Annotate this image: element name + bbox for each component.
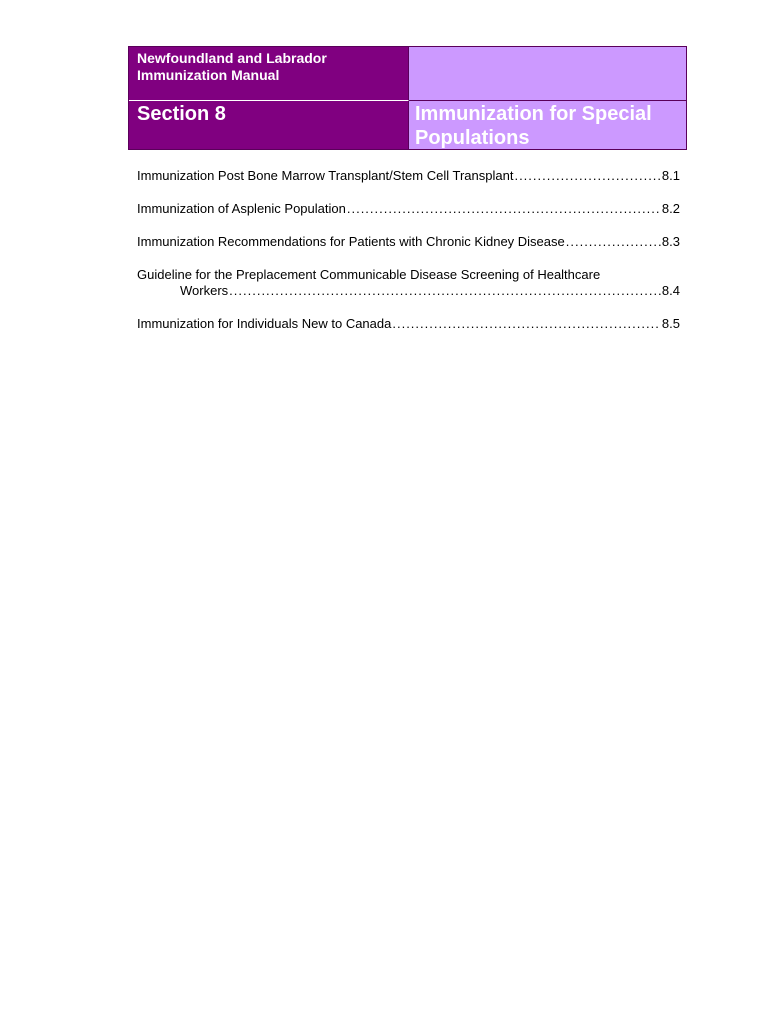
blank-header-cell bbox=[409, 47, 686, 101]
toc-entry-page[interactable]: 8.5 bbox=[661, 316, 680, 331]
toc-entry-page[interactable]: 8.4 bbox=[661, 283, 680, 298]
toc-entry[interactable] bbox=[137, 201, 680, 217]
toc-entry-page[interactable]: 8.3 bbox=[661, 234, 680, 249]
toc-entry-page[interactable]: 8.2 bbox=[661, 201, 680, 216]
toc-entry-page[interactable]: 8.1 bbox=[661, 168, 680, 183]
toc-entry[interactable] bbox=[137, 267, 680, 299]
toc-entry-title[interactable]: Immunization for Individuals New to Canada bbox=[137, 316, 392, 331]
toc-entry[interactable] bbox=[137, 234, 680, 250]
toc-entry-title[interactable]: Immunization Recommendations for Patients with Chronic Kidney Disease bbox=[137, 234, 565, 249]
section-title: Immunization for Special Populations bbox=[415, 103, 652, 149]
toc-entry-title-continued[interactable]: Workers bbox=[180, 283, 229, 298]
toc-entry-title[interactable]: Immunization Post Bone Marrow Transplant/Stem Cell Transplant bbox=[137, 168, 514, 183]
toc-entry-title[interactable]: Guideline for the Preplacement Communicable Disease Screening of Healthcare bbox=[137, 267, 601, 282]
manual-name: Newfoundland and Labrador Immunization Manual bbox=[137, 50, 327, 83]
section-number: Section 8 bbox=[137, 103, 226, 125]
toc-leader-dots bbox=[565, 234, 661, 250]
section-header-table bbox=[128, 46, 687, 150]
toc-entry[interactable] bbox=[137, 316, 680, 332]
toc-leader-dots bbox=[391, 316, 661, 332]
toc-entry[interactable] bbox=[137, 168, 680, 184]
section-number-cell bbox=[129, 101, 409, 149]
toc-leader-dots bbox=[513, 168, 660, 184]
toc-leader-dots bbox=[346, 201, 661, 217]
toc-entry-title[interactable]: Immunization of Asplenic Population bbox=[137, 201, 346, 216]
section-title-cell bbox=[409, 101, 686, 149]
toc-leader-dots bbox=[228, 283, 661, 299]
table-of-contents bbox=[137, 168, 680, 349]
manual-name-cell bbox=[129, 47, 409, 101]
